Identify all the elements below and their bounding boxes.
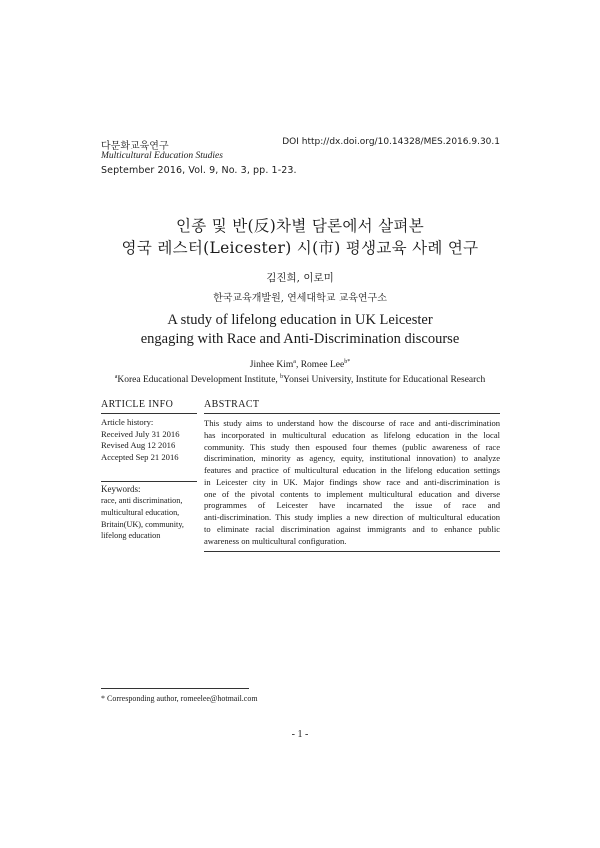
doi-link[interactable]: DOI http://dx.doi.org/10.14328/MES.2016.9.30.1 — [282, 137, 500, 147]
title-en-line1: A study of lifelong education in UK Leicester — [167, 312, 433, 328]
issue-info: September 2016, Vol. 9, No. 3, pp. 1-23. — [101, 165, 297, 176]
affil-b: Yonsei University, Institute for Educational Research — [283, 375, 486, 385]
article-history — [101, 417, 197, 482]
keyword-line: Britain(UK), community, — [101, 519, 184, 529]
author-name-1: Jinhee Kim — [249, 360, 294, 370]
abstract-heading: ABSTRACT — [204, 399, 500, 414]
abstract-line: has incorporated in multicultural education as lifelong education in the local — [204, 429, 500, 440]
affil-a: Korea Educational Development Institute, — [117, 375, 281, 385]
authors-en — [0, 360, 600, 370]
abstract-line: discrimination, minority as agency, equity, institutional innovation) to analyze — [204, 453, 500, 464]
author-separator: , — [295, 360, 301, 370]
author-sup-2: b* — [344, 358, 351, 365]
history-line: Received July 31 2016 — [101, 428, 180, 439]
journal-name-en: Multicultural Education Studies — [101, 151, 223, 161]
affiliation-en — [0, 375, 600, 385]
abstract-line: one of the pivotal contents to implement multicultural education and diverse — [204, 488, 500, 499]
author-sup-1: a — [293, 358, 296, 365]
article-info-column — [101, 399, 197, 542]
journal-name-ko: 다문화교육연구 — [101, 141, 169, 152]
footnote-divider — [101, 688, 249, 689]
abstract-body — [204, 418, 500, 552]
affil-sup-b: b — [280, 373, 284, 380]
page-number: - 1 - — [291, 729, 309, 740]
abstract-line: awareness on multicultural configuration. — [204, 535, 347, 546]
authors-ko: 김진희, 이로미 — [266, 272, 334, 284]
abstract-line: programmes of Leicester have incarnated the issue of race and — [204, 500, 500, 511]
keyword-line: multicultural education, — [101, 507, 180, 517]
abstract-line: anti-discrimination. This study implies a new direction of multicultural education — [204, 512, 500, 522]
title-ko-line1: 인종 및 반(反)차별 담론에서 살펴본 — [176, 217, 424, 235]
keyword-line: race, anti discrimination, — [101, 496, 183, 506]
abstract-line: features and practice of multicultural education in the lifelong education settings — [204, 465, 500, 475]
keywords-heading: Keywords: — [101, 484, 141, 495]
title-en-line2: engaging with Race and Anti-Discrimination discourse — [140, 331, 460, 347]
abstract-line: community. This study then espoused four themes (public awareness of race — [204, 441, 500, 452]
abstract-line: to eliminate racial discrimination against immigrants and to enhance public — [204, 523, 500, 534]
affil-sup-a: a — [114, 373, 118, 380]
title-ko-line2: 영국 레스터(Leicester) 시(市) 평생교육 사례 연구 — [121, 239, 479, 257]
article-info-heading: ARTICLE INFO — [101, 399, 197, 414]
history-line: Accepted Sep 21 2016 — [101, 451, 179, 462]
footnote: * Corresponding author, romeelee@hotmail.com — [101, 694, 258, 703]
abstract-line: This study aims to understand how the discourse of race and anti-discrimination — [204, 418, 500, 428]
abstract-line: in Leicester city in UK. Major findings show race and anti-discrimination is — [204, 476, 500, 487]
keyword-line: lifelong education — [101, 531, 161, 541]
author-name-2: Romee Lee — [300, 360, 345, 370]
affiliation-ko: 한국교육개발원, 연세대학교 교육연구소 — [213, 293, 387, 304]
abstract-column — [204, 399, 500, 552]
keywords-list — [101, 495, 197, 541]
history-line: Article history: — [101, 417, 154, 427]
history-line: Revised Aug 12 2016 — [101, 440, 176, 451]
